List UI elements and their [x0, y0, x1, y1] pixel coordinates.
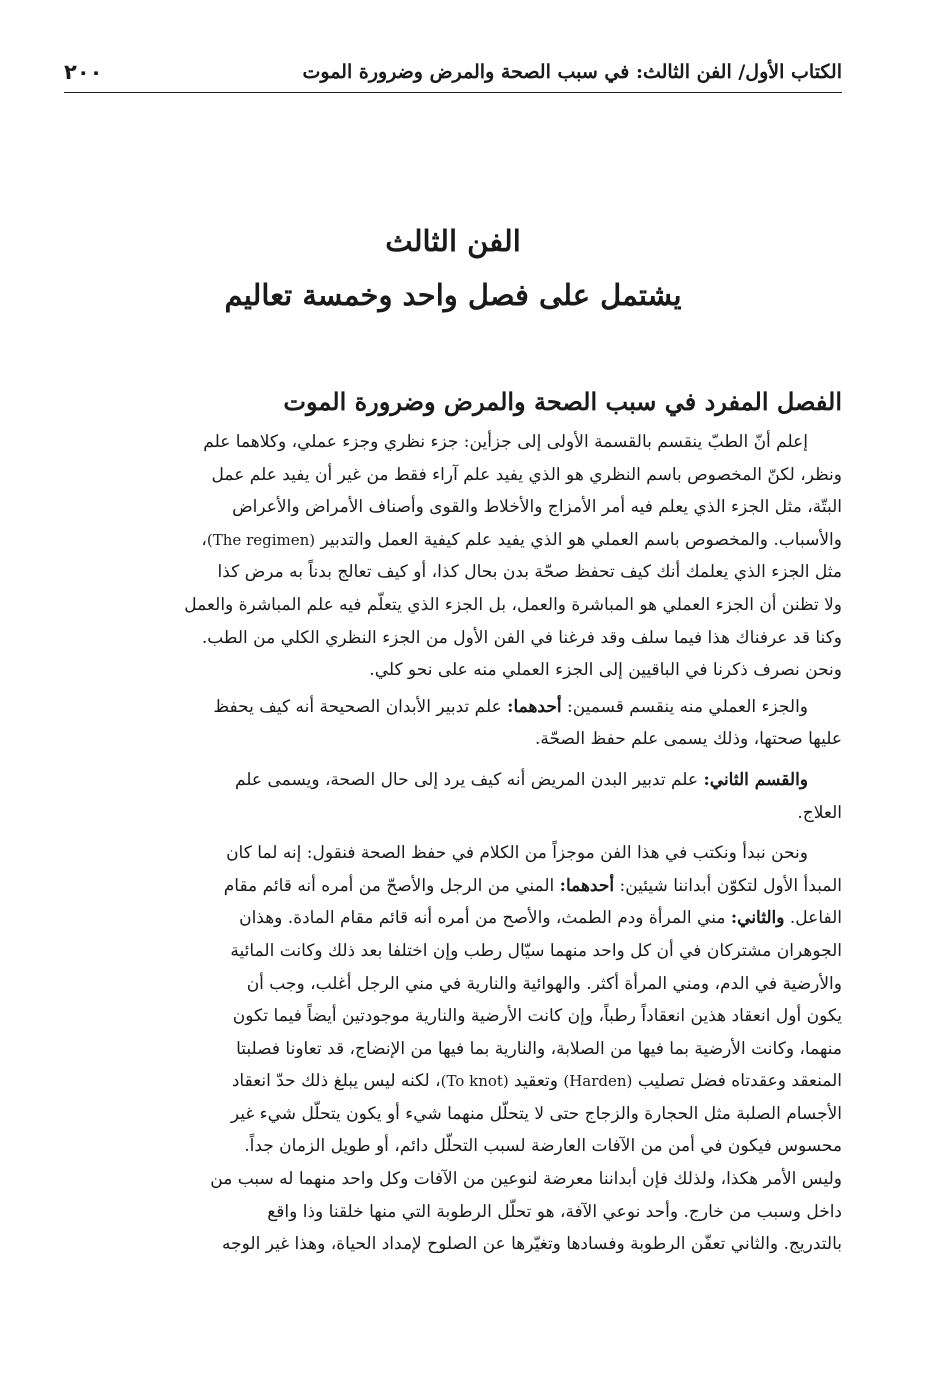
text-line: ونحن نبدأ ونكتب في هذا الفن موجزاً من الكلام في حفظ الصحة فنقول: إنه لما كان: [226, 843, 808, 864]
part-title: الفن الثالث: [385, 224, 521, 258]
text-line: محسوس فيكون في أمن من الآفات العارضة لسبب التحلّل دائم، أو طويل الزمان جداً.: [244, 1136, 842, 1157]
text-line: مثل الجزء الذي يعلمك أنك كيف تحفظ صحّة بدن بحال كذا، أو كيف تعالج بدناً به مرض كذا: [217, 562, 842, 583]
text-run: والأسباب. والمخصوص باسم العملي هو الذي يفيد علم كيفية العمل والتدبير: [320, 529, 842, 550]
text-line: عليها صحتها، وذلك يسمى علم حفظ الصحّة.: [534, 729, 842, 750]
paragraph-2: [64, 691, 842, 756]
text-line: وكنا قد عرفناك هذا فيما سلف وقد فرغنا في الفن الأول من الجزء النظري الكلي من الطب.: [201, 627, 842, 648]
text-run: المبدأ الأول لتكوّن أبداننا شيئين:: [619, 875, 842, 896]
text-line: [64, 870, 842, 903]
text-run: ، لكنه ليس يبلغ ذلك حدّ انعقاد: [231, 1071, 441, 1092]
bold-term: والثاني:: [730, 908, 785, 929]
body-text: [64, 380, 842, 1269]
paragraph-1: [64, 426, 842, 687]
page-number: ٢٠٠: [64, 60, 103, 84]
text-run: الفاعل.: [789, 908, 842, 929]
text-run: المني من الرجل والأصحّ من أمره أنه قائم مقام: [223, 875, 555, 896]
text-line: داخل وسبب من خارج. وأحد نوعي الآفة، هو تحلّل الرطوبة التي منها خلقنا وذا واقع: [267, 1201, 842, 1222]
paragraph-4: [64, 837, 842, 1261]
text-line: إعلم أنّ الطبّ ينقسم بالقسمة الأولى إلى جزأين: جزء نظري وجزء عملي، وكلاهما علم: [203, 432, 808, 452]
text-run: وتعقيد: [514, 1071, 558, 1092]
text-run: المنعقد وعقدتاه فضل تصليب: [637, 1071, 842, 1092]
bold-term: والقسم الثاني:: [703, 769, 808, 790]
text-run: ،: [201, 529, 207, 550]
text-line: منهما، وكانت الأرضية بما فيها من الصلابة، والنارية بما فيها من الإنضاج، قد تعاونا فصلبتا: [236, 1038, 842, 1059]
text-line: الجوهران مشتركان في أن كل واحد منهما سيّال رطب وإن اختلفا بعد ذلك وكانت المائية: [230, 940, 842, 961]
latin-term: (The regimen): [206, 530, 316, 549]
text-run: علم تدبير البدن المريض أنه كيف يرد إلى حال الصحة، ويسمى علم: [234, 769, 699, 790]
text-line: [64, 524, 842, 557]
text-line: بالتدريج. والثاني تعفّن الرطوبة وفسادها وتغيّرها عن الصلوح لإمداد الحياة، وهذا غير الوجه: [222, 1234, 842, 1255]
latin-term: (Harden): [563, 1072, 633, 1091]
latin-term: (To knot): [440, 1072, 509, 1091]
text-run: علم تدبير الأبدان الصحيحة أنه كيف يحفظ: [213, 696, 502, 717]
text-line: يكون أول انعقاد هذين انعقاداً رطباً، وإن كانت الأرضية والنارية موجودتين أيضاً فيما تكون: [232, 1006, 842, 1027]
text-line: [64, 1065, 842, 1098]
running-title: الكتاب الأول/ الفن الثالث: في سبب الصحة والمرض وضرورة الموت: [302, 61, 842, 83]
text-line: ولا تظنن أن الجزء العملي هو المباشرة والعمل، بل الجزء الذي يتعلّم فيه علم المباشرة والعمل: [184, 594, 842, 615]
text-line: العلاج.: [797, 802, 842, 823]
bold-term: أحدهما:: [507, 696, 562, 717]
text-line: [64, 691, 842, 724]
chapter-title: الفصل المفرد في سبب الصحة والمرض وضرورة الموت: [283, 387, 842, 416]
text-line: الأجسام الصلبة مثل الحجارة والزجاج حتى لا يتحلّل منهما شيء أو يكون يتحلّل شيء غير: [230, 1103, 842, 1124]
text-run: مني المرأة ودم الطمث، والأصح من أمره أنه قائم مقام المادة. وهذان: [239, 908, 726, 929]
text-run: والجزء العملي منه ينقسم قسمين:: [566, 696, 808, 717]
text-line: ونظر، لكنّ المخصوص باسم النظري هو الذي يفيد علم آراء فقط من غير أن يفيد علم عمل: [211, 464, 842, 485]
text-line: [64, 764, 842, 797]
text-line: البتّة، مثل الجزء الذي يعلم فيه أمر الأمزاج والأخلاط والقوى وأصناف الأمراض والأعراض: [232, 497, 842, 518]
text-line: والأرضية في الدم، ومني المرأة أكثر. والهوائية والنارية في مني الرجل أغلب، وجب أن: [246, 973, 842, 994]
part-heading: [64, 214, 842, 322]
text-line: ونحن نصرف ذكرنا في الباقيين إلى الجزء العملي منه على نحو كلي.: [369, 660, 842, 681]
paragraph-3: [64, 764, 842, 829]
running-header: [64, 52, 842, 93]
text-line: [64, 902, 842, 935]
text-line: وليس الأمر هكذا، ولذلك فإن أبداننا معرضة لنوعين من الآفات وكل واحد منهما له سبب من: [210, 1169, 842, 1190]
part-subtitle: يشتمل على فصل واحد وخمسة تعاليم: [224, 278, 682, 312]
bold-term: أحدهما:: [559, 875, 615, 896]
